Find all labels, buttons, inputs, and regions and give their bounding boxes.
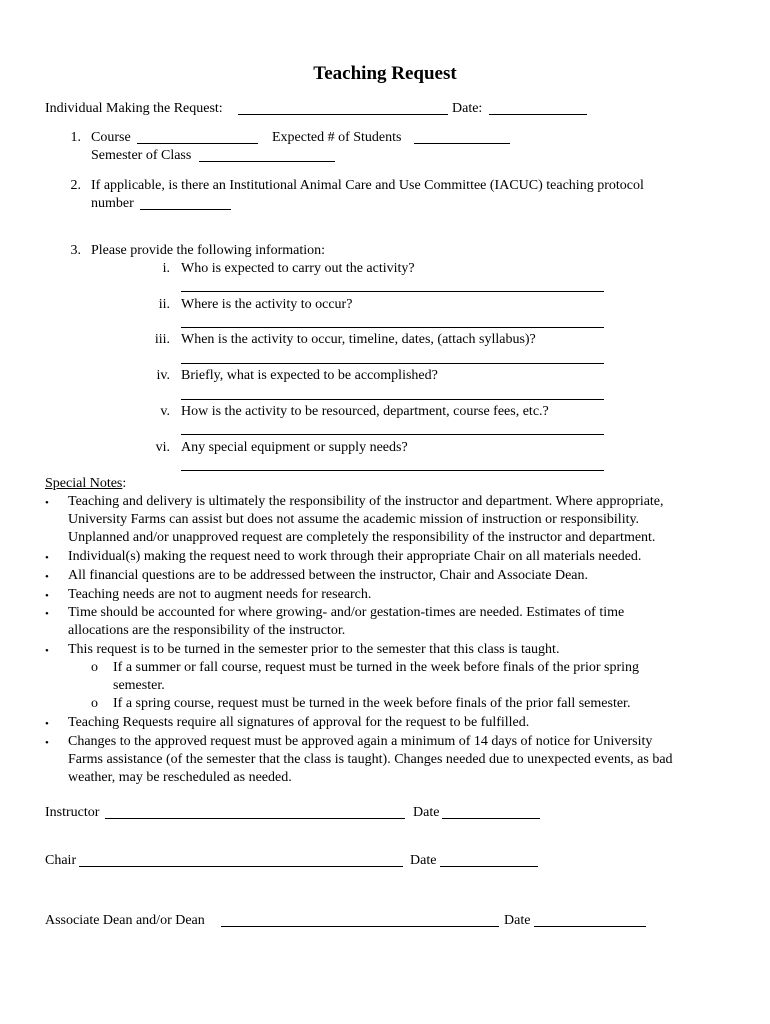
note-line: Unplanned and/or unapproved request are completely the responsibility of the instructor and department. [68, 530, 656, 545]
chair-date-label: Date [410, 853, 437, 868]
note-line: University Farms can assist but does not assume the academic mission of instruction or responsibility. [68, 512, 640, 527]
sub-bullet-icon: o [91, 660, 98, 675]
note-line: Time should be accounted for where growing- and/or gestation-times are needed. Estimates of time [68, 605, 625, 620]
question-number: iii. [154, 332, 170, 347]
semester-label: Semester of Class [91, 148, 192, 163]
note-line: Teaching and delivery is ultimately the responsibility of the instructor and department. Where appropriate, [68, 494, 664, 509]
question-text: How is the activity to be resourced, department, course fees, etc.? [181, 404, 549, 419]
bullet-icon: • [45, 608, 49, 620]
item-2-text-line1: If applicable, is there an Institutional Animal Care and Use Committee (IACUC) teaching protocol [91, 178, 644, 193]
special-notes-heading-colon: : [122, 476, 127, 491]
instructor-date-field[interactable] [442, 818, 540, 819]
item-3-number: 3. [70, 243, 81, 258]
item-2-text-line2: number [91, 196, 134, 211]
note-line: This request is to be turned in the semester prior to the semester that this class is taught. [68, 642, 560, 657]
question-number: v. [160, 404, 170, 419]
question-text: Who is expected to carry out the activity? [181, 261, 415, 276]
bullet-icon: • [45, 571, 49, 583]
students-label: Expected # of Students [272, 130, 402, 145]
course-label: Course [91, 130, 131, 145]
note-line: If a spring course, request must be turned in the week before finals of the prior fall semester. [113, 696, 631, 711]
bullet-icon: • [45, 590, 49, 602]
note-line: If a summer or fall course, request must be turned in the week before finals of the prior spring [113, 660, 639, 675]
answer-field-2[interactable] [181, 327, 604, 328]
header-date-field[interactable] [489, 114, 587, 115]
dean-date-field[interactable] [534, 926, 646, 927]
special-notes-heading-text: Special Notes [45, 476, 123, 491]
item-2-number: 2. [70, 178, 81, 193]
note-line: Individual(s) making the request need to work through their appropriate Chair on all materials needed. [68, 549, 642, 564]
note-line: All financial questions are to be addressed between the instructor, Chair and Associate Dean. [68, 568, 588, 583]
item-1-number: 1. [70, 130, 81, 145]
course-field[interactable] [137, 143, 258, 144]
instructor-label: Instructor [45, 805, 100, 820]
chair-date-field[interactable] [440, 866, 538, 867]
bullet-icon: • [45, 737, 49, 749]
question-text: Any special equipment or supply needs? [181, 440, 408, 455]
instructor-date-label: Date [413, 805, 440, 820]
bullet-icon: • [45, 552, 49, 564]
sub-bullet-icon: o [91, 696, 98, 711]
header-date-label: Date: [452, 101, 483, 116]
requester-field[interactable] [238, 114, 448, 115]
note-line: Farms assistance (of the semester that the class is taught). Changes needed due to unexpected events, as bad [68, 752, 673, 767]
protocol-number-field[interactable] [140, 209, 231, 210]
semester-field[interactable] [199, 161, 335, 162]
bullet-icon: • [45, 645, 49, 657]
dean-label: Associate Dean and/or Dean [45, 913, 205, 928]
question-number: iv. [156, 368, 170, 383]
chair-signature-field[interactable] [79, 866, 403, 867]
students-field[interactable] [414, 143, 510, 144]
note-line: allocations are the responsibility of the instructor. [68, 623, 346, 638]
answer-field-5[interactable] [181, 434, 604, 435]
question-text: Where is the activity to occur? [181, 297, 353, 312]
note-line: Teaching Requests require all signatures of approval for the request to be fulfilled. [68, 715, 530, 730]
answer-field-3[interactable] [181, 363, 604, 364]
note-line: Changes to the approved request must be approved again a minimum of 14 days of notice for University [68, 734, 653, 749]
item-3-text: Please provide the following information: [91, 243, 326, 258]
note-line: weather, may be rescheduled as needed. [68, 770, 292, 785]
answer-field-1[interactable] [181, 291, 604, 292]
note-line: semester. [113, 678, 165, 693]
note-line: Teaching needs are not to augment needs for research. [68, 587, 372, 602]
requester-label: Individual Making the Request: [45, 101, 223, 116]
instructor-signature-field[interactable] [105, 818, 405, 819]
question-number: ii. [158, 297, 170, 312]
bullet-icon: • [45, 718, 49, 730]
answer-field-4[interactable] [181, 399, 604, 400]
bullet-icon: • [45, 497, 49, 509]
question-number: vi. [155, 440, 170, 455]
question-number: i. [162, 261, 170, 276]
dean-signature-field[interactable] [221, 926, 499, 927]
page-title: Teaching Request [313, 63, 457, 84]
dean-date-label: Date [504, 913, 531, 928]
chair-label: Chair [45, 853, 77, 868]
answer-field-6[interactable] [181, 470, 604, 471]
special-notes-heading [45, 475, 126, 493]
question-text: When is the activity to occur, timeline, dates, (attach syllabus)? [181, 332, 536, 347]
question-text: Briefly, what is expected to be accomplished? [181, 368, 438, 383]
